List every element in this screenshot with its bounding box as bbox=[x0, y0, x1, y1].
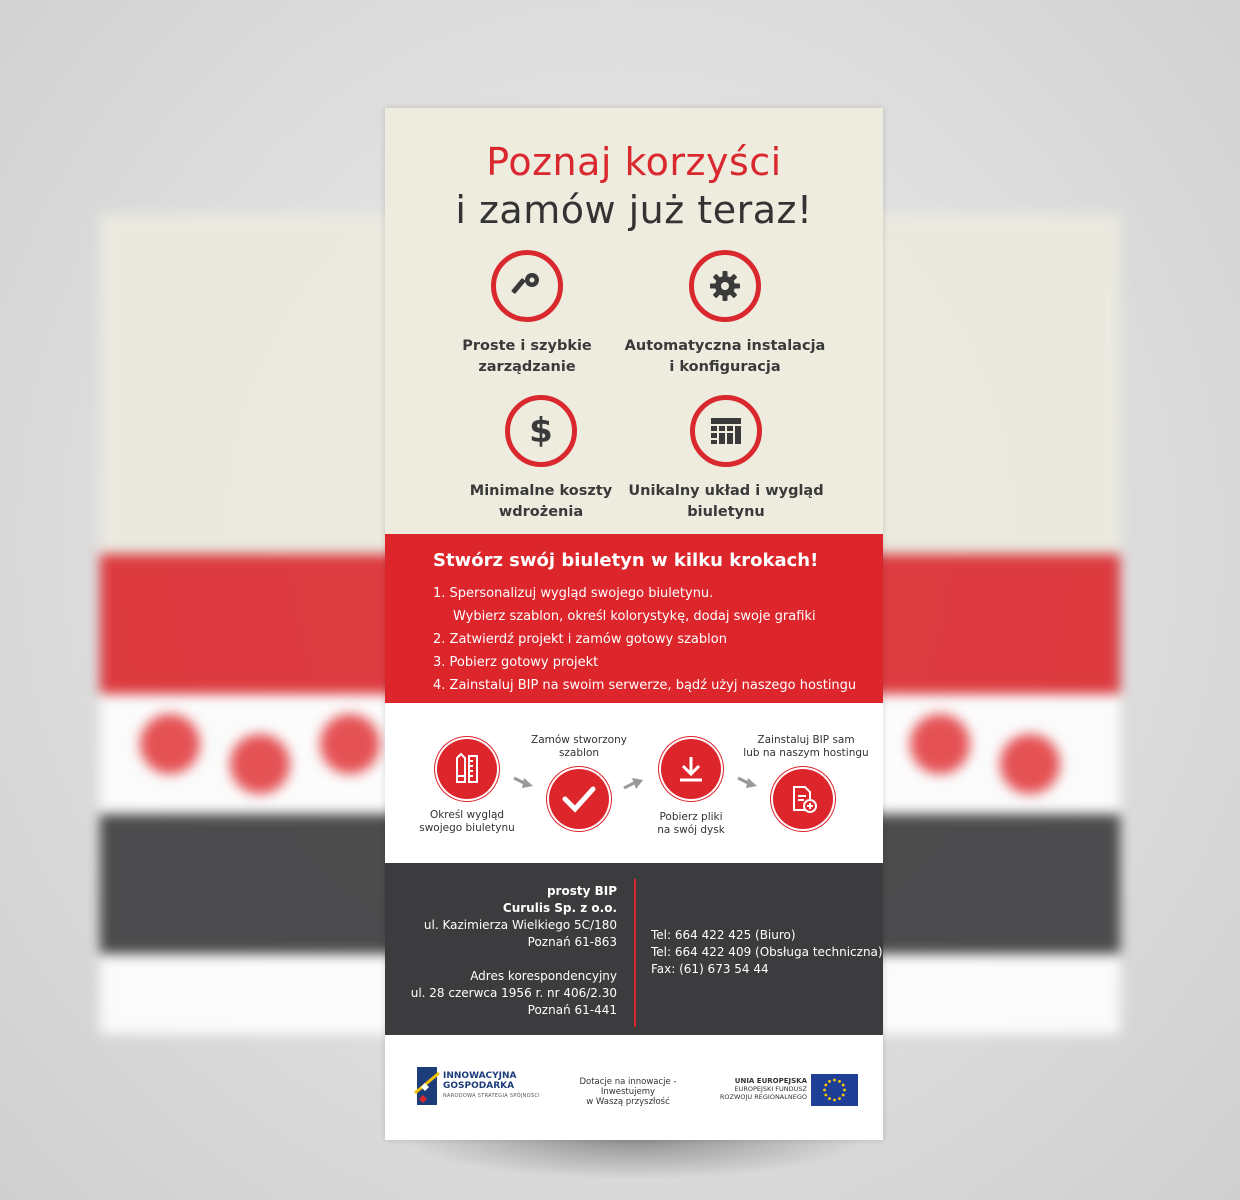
eu-line: UNIA EUROPEJSKA bbox=[734, 1077, 807, 1085]
benefit-label: biuletynu bbox=[687, 504, 765, 520]
phone-support: Tel: 664 422 409 (Obsługa techniczna) bbox=[651, 945, 883, 959]
eu-line: EUROPEJSKI FUNDUSZ bbox=[734, 1085, 807, 1093]
eu-star bbox=[824, 1094, 827, 1097]
benefit-label: i konfiguracja bbox=[669, 359, 781, 375]
steps-section bbox=[385, 534, 883, 703]
eu-star bbox=[824, 1084, 827, 1087]
correspondence-street: ul. 28 czerwca 1956 r. nr 406/2.30 bbox=[410, 986, 617, 1000]
address-city: Poznań 61-863 bbox=[527, 935, 617, 949]
eu-star bbox=[828, 1080, 831, 1083]
checkmark-icon bbox=[549, 769, 609, 829]
eu-star bbox=[833, 1079, 836, 1082]
flow-step-2-label bbox=[519, 734, 639, 760]
layout-icon bbox=[690, 395, 762, 467]
ig-logo-text bbox=[443, 1071, 517, 1091]
eu-star bbox=[838, 1097, 841, 1100]
list-item: 3. Pobierz gotowy projekt bbox=[433, 655, 599, 670]
eu-star bbox=[833, 1099, 836, 1102]
document-add-icon bbox=[773, 769, 833, 829]
eu-star bbox=[828, 1097, 831, 1100]
list-item: 2. Zatwierdź projekt i zamów gotowy szablon bbox=[433, 632, 727, 647]
ig-line: GOSPODARKA bbox=[443, 1081, 515, 1091]
benefit-management bbox=[417, 250, 637, 378]
eu-flag-icon bbox=[811, 1074, 858, 1106]
arrow-icon bbox=[737, 775, 759, 789]
flow-text-line: Zainstaluj BIP sam bbox=[757, 734, 855, 746]
ig-line: INNOWACYJNA bbox=[443, 1071, 517, 1081]
benefit-installation bbox=[615, 250, 835, 378]
eu-text bbox=[711, 1077, 807, 1101]
download-icon bbox=[661, 739, 721, 799]
steps-list bbox=[433, 582, 856, 697]
gear-icon bbox=[689, 250, 761, 322]
flow-step-1-label bbox=[407, 809, 527, 835]
divider bbox=[634, 879, 636, 1027]
slogan-line: w Waszą przyszłość bbox=[586, 1097, 670, 1107]
slogan-line: Dotacje na innowacje - Inwestujemy bbox=[579, 1077, 677, 1097]
rollup-banner bbox=[385, 108, 883, 1140]
phone-block bbox=[651, 927, 883, 978]
process-flow bbox=[385, 703, 883, 863]
phone-office: Tel: 664 422 425 (Biuro) bbox=[651, 928, 796, 942]
dollar-icon: $ bbox=[505, 395, 577, 467]
step-text: 1. Spersonalizuj wygląd swojego biuletynu. bbox=[433, 586, 714, 601]
company-name: prosty BIP bbox=[546, 884, 617, 898]
flow-text-line: Pobierz pliki bbox=[659, 811, 723, 823]
flow-text-line: Zamów stworzony bbox=[531, 734, 627, 746]
benefit-label: zarządzanie bbox=[478, 359, 576, 375]
flow-step-4-label bbox=[743, 734, 869, 760]
ig-tagline: NARODOWA STRATEGIA SPÓJNOŚCI bbox=[443, 1093, 540, 1099]
arrow-icon bbox=[623, 777, 645, 791]
eu-star bbox=[838, 1080, 841, 1083]
benefit-label: wdrożenia bbox=[498, 504, 584, 520]
correspondence-label: Adres korespondencyjny bbox=[470, 969, 617, 983]
eu-star bbox=[843, 1089, 846, 1092]
benefits-section bbox=[385, 108, 883, 534]
flow-step-3-label bbox=[631, 811, 751, 837]
eu-star bbox=[823, 1089, 826, 1092]
ruler-pencil-icon bbox=[437, 739, 497, 799]
address-street: ul. Kazimierza Wielkiego 5C/180 bbox=[423, 918, 617, 932]
flow-text-line: Określ wygląd bbox=[429, 809, 505, 821]
benefit-label: Automatyczna instalacja bbox=[624, 338, 826, 354]
flow-text-line: szablon bbox=[558, 747, 600, 759]
benefit-label: Unikalny układ i wygląd bbox=[628, 483, 824, 499]
contact-section bbox=[385, 863, 883, 1035]
correspondence-city: Poznań 61-441 bbox=[527, 1003, 617, 1017]
eu-star bbox=[842, 1084, 845, 1087]
steps-title: Stwórz swój biuletyn w kilku krokach! bbox=[433, 550, 819, 571]
eu-star bbox=[842, 1094, 845, 1097]
innowacyjna-gospodarka-logo bbox=[413, 1065, 441, 1107]
title-line-2: i zamów już teraz! bbox=[455, 188, 813, 232]
benefit-layout bbox=[616, 395, 836, 523]
list-item: 4. Zainstaluj BIP na swoim serwerze, bądź użyj naszego hostingu bbox=[433, 678, 857, 693]
eu-line: ROZWOJU REGIONALNEGO bbox=[719, 1093, 807, 1101]
benefit-label: Minimalne koszty bbox=[469, 483, 613, 499]
key-icon bbox=[491, 250, 563, 322]
funding-slogan bbox=[553, 1077, 703, 1107]
flow-text-line: na swój dysk bbox=[657, 824, 725, 836]
title-line-1: Poznaj korzyści bbox=[486, 140, 782, 184]
list-item bbox=[433, 582, 856, 628]
flow-text-line: swojego biuletynu bbox=[419, 822, 515, 834]
flow-text-line: lub na naszym hostingu bbox=[743, 747, 869, 759]
company-legal-name: Curulis Sp. z o.o. bbox=[502, 901, 617, 915]
address-block bbox=[411, 883, 617, 1019]
arrow-icon bbox=[513, 775, 535, 789]
benefit-label: Proste i szybkie bbox=[462, 338, 592, 354]
fax-number: Fax: (61) 673 54 44 bbox=[651, 962, 769, 976]
funding-footer bbox=[385, 1035, 883, 1140]
step-subtext: Wybierz szablon, określ kolorystykę, dodaj swoje grafiki bbox=[453, 609, 816, 624]
